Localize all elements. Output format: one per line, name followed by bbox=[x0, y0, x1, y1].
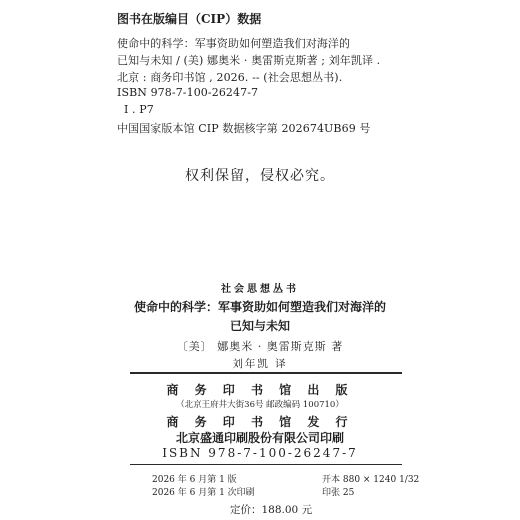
cip-heading: 图书在版编目（CIP）数据 bbox=[117, 12, 262, 26]
translator-credit: 刘年凯 译 bbox=[232, 358, 288, 370]
cip-classification-line: Ⅰ . P7 bbox=[124, 103, 154, 116]
cip-line: 北京 : 商务印书馆 , 2026. -- (社会思想丛书). bbox=[117, 71, 343, 84]
format-info: 开本 880 × 1240 1/32 bbox=[322, 475, 420, 485]
cip-record-number-line: 中国国家版本馆 CIP 数据核字第 202674UB69 号 bbox=[117, 122, 371, 135]
publisher-address: （北京王府井大街36号 邮政编码 100710） bbox=[176, 400, 344, 410]
cip-line: 使命中的科学：军事资助如何塑造我们对海洋的 bbox=[117, 37, 351, 50]
distributor-line: 商 务 印 书 馆 发 行 bbox=[166, 415, 354, 429]
printer-line: 北京盛通印刷股份有限公司印刷 bbox=[175, 431, 344, 445]
middle-divider bbox=[130, 464, 402, 465]
cip-isbn-line: ISBN 978-7-100-26247-7 bbox=[117, 86, 259, 99]
series-name: 社会思想丛书 bbox=[221, 284, 299, 295]
sheets-info: 印张 25 bbox=[322, 488, 355, 498]
author-credit: 〔美〕 娜奥米 · 奥雷斯克斯 著 bbox=[176, 340, 344, 353]
isbn-line: ISBN 978-7-100-26247-7 bbox=[162, 446, 358, 460]
top-divider bbox=[130, 372, 402, 374]
book-title-line-2: 已知与未知 bbox=[229, 319, 290, 333]
edition-info: 2026 年 6 月第 1 版 bbox=[152, 475, 237, 485]
book-title-line-1: 使命中的科学：军事资助如何塑造我们对海洋的 bbox=[133, 300, 386, 314]
price: 定价：188.00 元 bbox=[230, 504, 313, 516]
publisher-line: 商 务 印 书 馆 出 版 bbox=[166, 383, 354, 397]
cip-line: 已知与未知 / (美) 娜奥米 · 奥雷斯克斯著 ; 刘年凯译 . bbox=[117, 54, 381, 67]
printing-info: 2026 年 6 月第 1 次印刷 bbox=[152, 488, 255, 498]
rights-notice: 权利保留，侵权必究。 bbox=[185, 168, 335, 184]
